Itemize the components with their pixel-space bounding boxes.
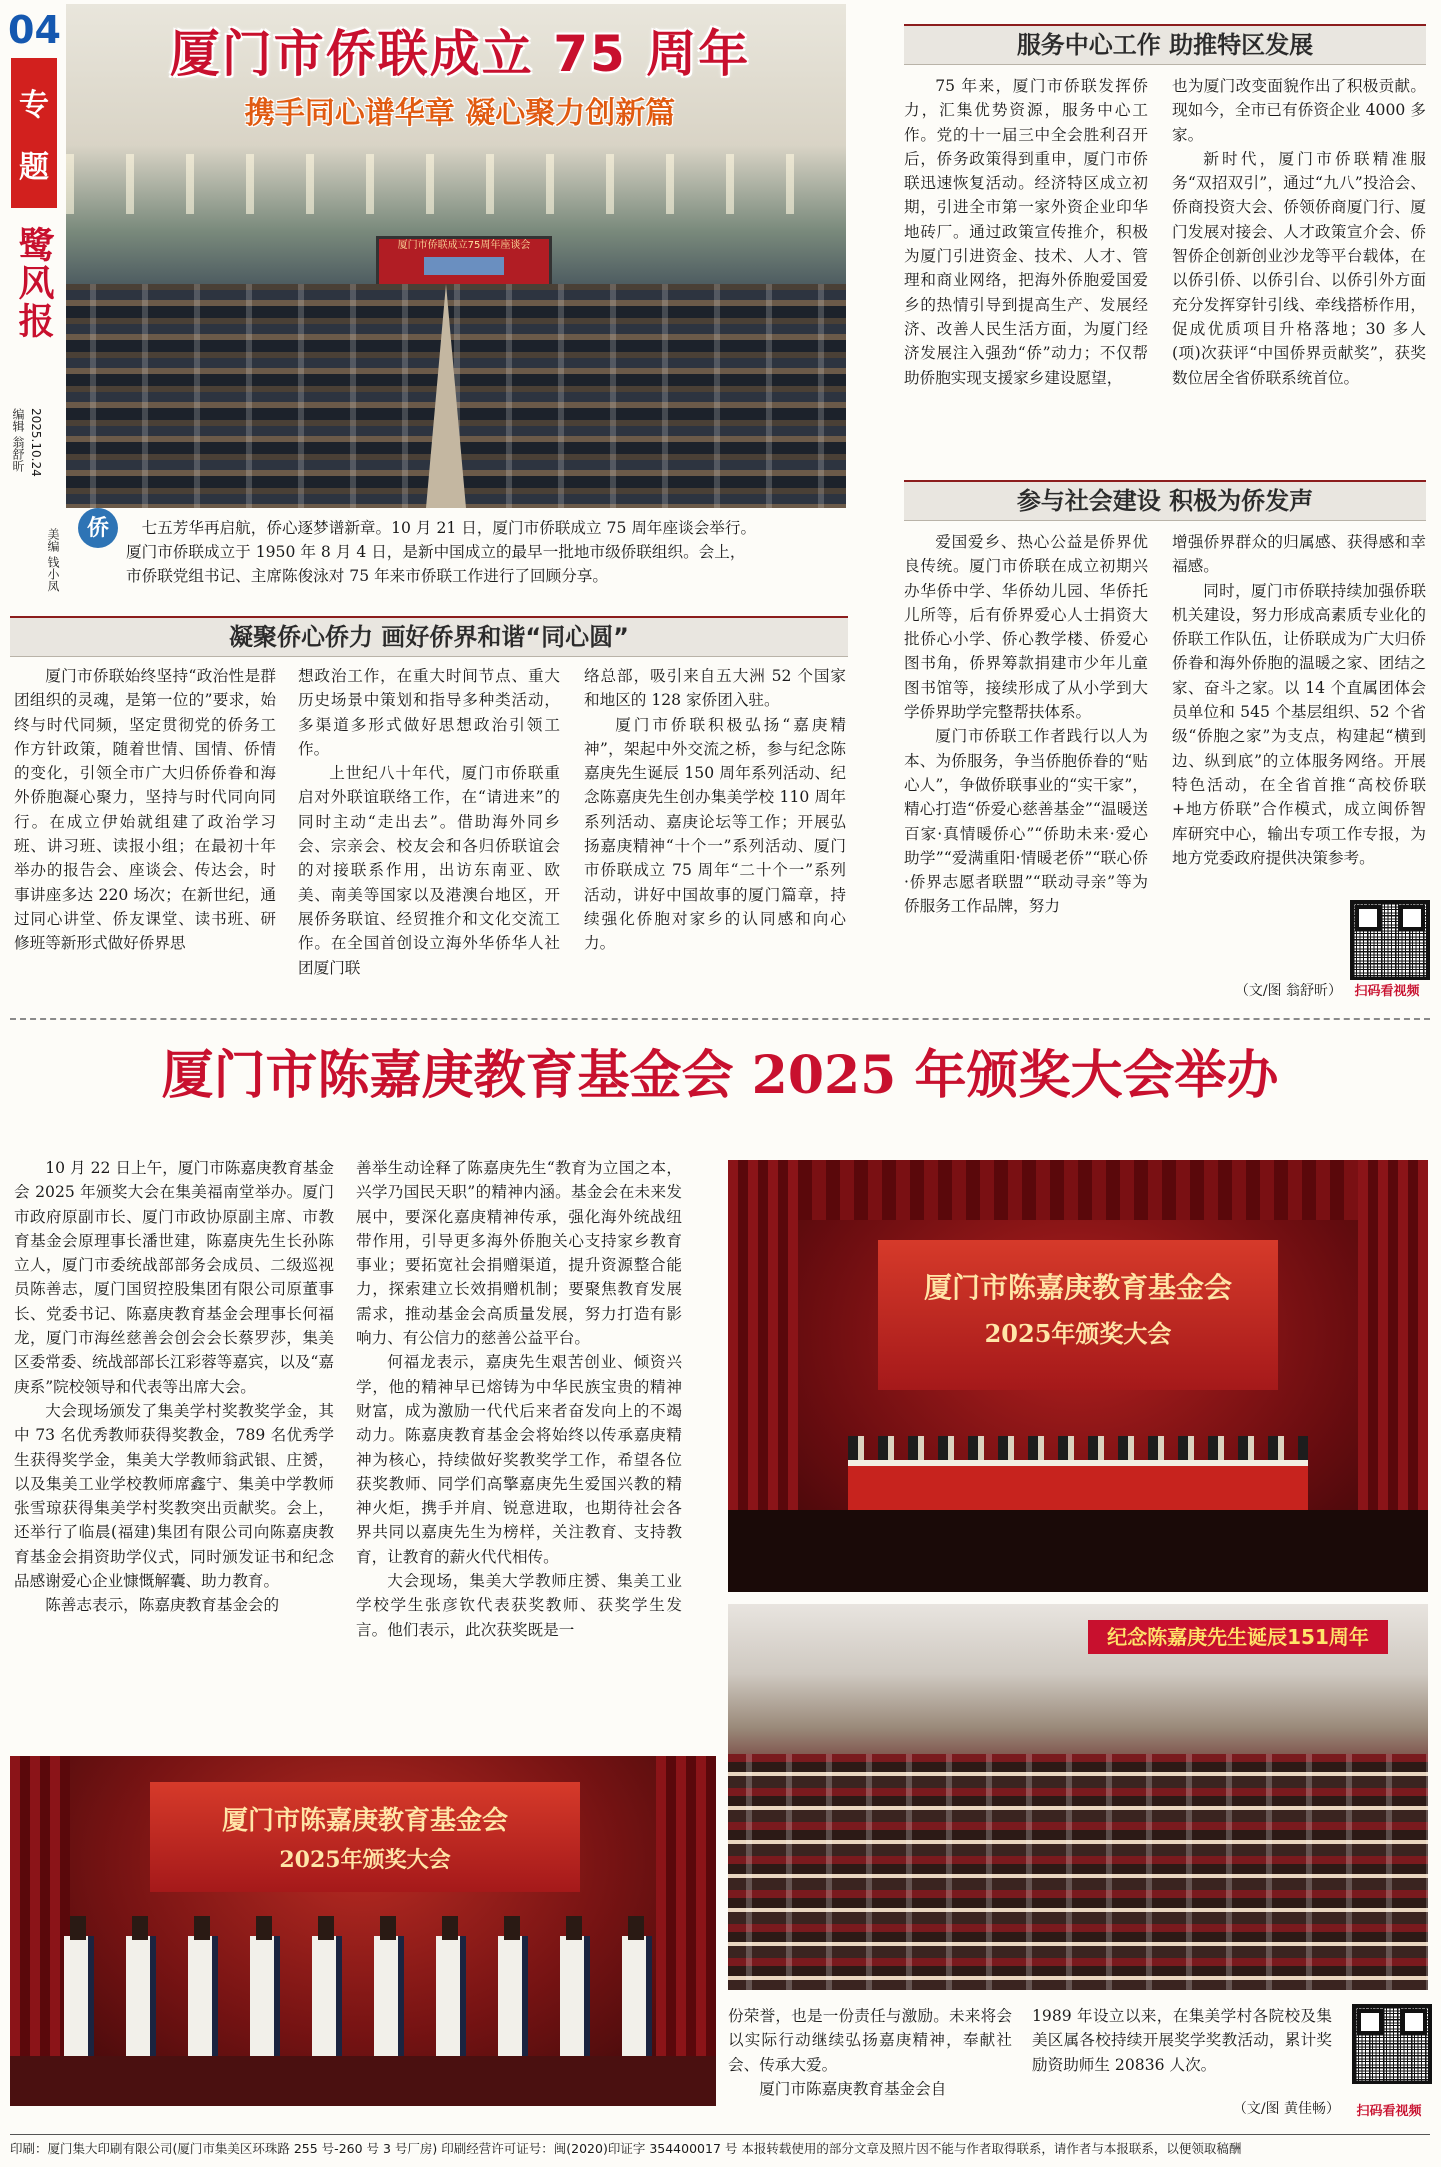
section-tag: 专 题 — [11, 58, 57, 208]
feature2-col1: 10 月 22 日上午，厦门市陈嘉庚教育基金会 2025 年颁奖大会在集美福南堂举办。厦门市政府原副市长、厦门市政协原副主席、市教育基金会原理事长潘世建，陈嘉庚先生长孙陈立人，厦门市委统战部部务会成员、二级巡视员陈善志，厦门国贸控股集团有限公司原董事长、党委书记、陈嘉庚教育基金会理事长何福龙，厦门市海丝慈善会创会会长蔡罗莎，集美区委常委、统战部部长江彩蓉等嘉宾，以及“嘉庚系”院校领导和代表等出席大会。 大会现场颁发了集美学村奖教奖学金，其中 73 名优秀教师获得奖教金，789 名优秀学生获得奖学金，集美大学教师翁武银、庄赟，以及集美工业学校教师席鑫宁、集美中学教师张雪琼获得集美学村奖教突出贡献奖。会上，还举行了临晨(福建)集团有限公司向陈嘉庚教育基金会捐资助学仪式，同时颁发证书和纪念品感谢爱心企业慷慨解囊、助力教育。 陈善志表示，陈嘉庚教育基金会的 — [14, 1159, 334, 1615]
section-c-heading: 参与社会建设 积极为侨发声 — [904, 480, 1426, 521]
section-b-col1: 75 年来，厦门市侨联发挥侨力，汇集优势资源，服务中心工作。党的十一届三中全会胜利召开后，侨务政策得到重申，厦门市侨联迅速恢复活动。经济特区成立初期，引进全市第一家外资企业印华地砖厂。通过政策宣传推介，积极为厦门引进资金、技术、人才、管理和商业网络，把海外侨胞爱国爱乡的热情引导到提高生产、发展经济、改善人民生活方面，为厦门经济发展注入强劲“侨”动力；不仅帮助侨胞实现支援家乡建设愿望， — [904, 77, 1148, 387]
section-a-heading: 凝聚侨心侨力 画好侨界和谐“同心圆” — [10, 616, 848, 657]
anniversary-banner: 纪念陈嘉庚先生诞辰151周年 — [1088, 1620, 1388, 1654]
stage-banner: 厦门市陈嘉庚教育基金会 2025年颁奖大会 — [878, 1240, 1278, 1390]
qr-code-video-1[interactable] — [1350, 900, 1430, 980]
photo-award-recipients — [10, 1756, 716, 2106]
section-a-col1: 厦门市侨联始终坚持“政治性是群团组织的灵魂，是第一位的”要求，始终与时代同频，坚定贯彻党的侨务工作方针政策，随着世情、国情、侨情的变化，引领全市广大归侨侨眷和海外侨胞凝心聚力，坚持与时代同向同行。在成立伊始就组建了政治学习班、讲习班、读报小组；在最初十年举办的报告会、座谈会、传达会，时事讲座多达 220 场次；在新世纪，通过同心讲堂、侨友课堂、读书班、研修班等新形式做好侨界思 — [14, 667, 276, 953]
section-b-col2: 也为厦门改变面貌作出了积极贡献。现如今，全市已有侨资企业 4000 多家。 新时代，厦门市侨联精准服务“双招双引”，通过“九八”投洽会、侨商投资大会、侨领侨商厦门行、厦门发展对接会、人才政策宣介会、侨智侨企创新创业沙龙等平台载体，在以侨引侨、以侨引台、以侨引外方面充分发挥穿针引线、牵线搭桥作用，促成优质项目升格落地；30 多人(项)次获评“中国侨界贡献奖”，获奖数位居全省侨联系统首位。 — [1172, 77, 1426, 387]
feature1-subtitle: 携手同心谱华章 凝心聚力创新篇 — [244, 96, 676, 131]
stage-banner-2: 厦门市陈嘉庚教育基金会 2025年颁奖大会 — [150, 1782, 580, 1892]
paper-name: 鹭风报 — [13, 226, 55, 340]
footer-imprint: 印刷：厦门集大印刷有限公司(厦门市集美区环珠路 255 号-260 号 3 号厂房) 印刷经营许可证号：闽(2020)印证字 354400017 号 本报转载使用的部分文章及照片因不能与作者取得联系，请作者与本报联系，以便领取稿酬 — [10, 2134, 1430, 2157]
feature2-title: 厦门市陈嘉庚教育基金会 2025 年颁奖大会举办 — [161, 1045, 1279, 1106]
scan-video-label-2: 扫码看视频 — [1356, 2104, 1422, 2119]
feature2-col2: 善举生动诠释了陈嘉庚先生“教育为立国之本，兴学乃国民天职”的精神内涵。基金会在未来发展中，要深化嘉庚精神传承，强化海外统战纽带作用，引导更多海外侨胞关心支持家乡教育事业；要拓宽社会捐赠渠道，提升资源整合能力，探索建立长效捐赠机制；要聚焦教育发展需求，推动基金会高质量发展，努力打造有影响力、有公信力的慈善公益平台。 何福龙表示，嘉庚先生艰苦创业、倾资兴学，他的精神早已熔铸为中华民族宝贵的精神财富，成为激励一代代后来者奋发向上的不竭动力。陈嘉庚教育基金会将始终以传承嘉庚精神为核心，持续做好奖教奖学工作，希望各位获奖教师、同学们高擎嘉庚先生爱国兴教的精神火炬，携手并肩、锐意进取，也期待社会各界共同以嘉庚先生为榜样，关注教育、支持教育，让教育的薪火代代相传。 大会现场，集美大学教师庄赟、集美工业学校学生张彦钦代表获奖教师、获奖学生发言。他们表示，此次获奖既是一 — [356, 1159, 682, 1639]
section-a-col2: 想政治工作，在重大时间节点、重大历史场景中策划和指导多种类活动，多渠道多形式做好思想政治引领工作。 上世纪八十年代，厦门市侨联重启对外联谊联络工作，在“请进来”的同时主动“走出去”。借助海外同乡会、宗亲会、校友会和各归侨联谊会的对接联系作用，出访东南亚、欧美、南美等国家以及港澳台地区，开展侨务联谊、经贸推介和文化交流工作。在全国首创设立海外华侨华人社团厦门联 — [298, 667, 560, 977]
photo-audience-hall — [728, 1604, 1428, 1990]
photo-award-stage — [728, 1160, 1428, 1592]
section-divider — [10, 1018, 1430, 1020]
section-c-credit: （文/图 翁舒昕） — [1234, 983, 1342, 999]
section-c-col1: 爱国爱乡、热心公益是侨界优良传统。厦门市侨联在成立初期兴办华侨中学、华侨幼儿园、华侨托儿所等，后有侨界爱心人士捐资大批侨心小学、侨心教学楼、侨爱心图书角，侨界筹款捐建市少年儿童图书馆等，接续形成了从小学到大学侨界助学完整帮扶体系。 厦门市侨联工作者践行以人为本、为侨服务，争当侨胞侨眷的“贴心人”，争做侨联事业的“实干家”，精心打造“侨爱心慈善基金”“温暖送百家·真情暖侨心”“侨助未来·爱心助学”“爱满重阳·情暖老侨”“联心侨·侨界志愿者联盟”“联动寻亲”等为侨服务工作品牌，努力 — [904, 533, 1148, 916]
qr-code-video-2[interactable] — [1352, 2004, 1432, 2084]
editor-credit: 编辑 翁舒昕 — [11, 408, 25, 472]
hero-caption: 七五芳华再启航，侨心逐梦谱新章。10 月 21 日，厦门市侨联成立 75 周年座谈会举行。 厦门市侨联成立于 1950 年 8 月 4 日，是新中国成立的最早一批地市级侨联组织。会上， 市侨联党组书记、主席陈俊泳对 75 年来市侨联工作进行了回顾分享。 — [126, 519, 757, 585]
overseas-chinese-federation-logo: 侨 — [78, 508, 118, 548]
section-c-col2: 增强侨界群众的归属感、获得感和幸福感。 同时，厦门市侨联持续加强侨联机关建设，努力形成高素质专业化的侨联工作队伍，让侨联成为广大归侨侨眷和海外侨胞的温暖之家、团结之家、奋斗之家。以 14 个直属团体会员单位和 545 个基层组织、52 个省级“侨胞之家”为支点，构建起“横到边、纵到底”的立体服务网络。开展特色活动，在全省首推“高校侨联+地方侨联”合作模式，成立闽侨智库研究中心，输出专项工作专报，为地方党委政府提供决策参考。 — [1172, 533, 1426, 867]
page-number: 04 — [8, 8, 61, 52]
designer-credit: 美编 钱小凤 — [46, 528, 60, 592]
issue-date: 2025.10.24 — [29, 408, 43, 477]
feature1-title: 厦门市侨联成立 75 周年 — [169, 25, 751, 83]
stage-screen: 厦门市侨联成立75周年座谈会 — [376, 236, 552, 288]
section-a-col3: 络总部，吸引来自五大洲 52 个国家和地区的 128 家侨团入驻。 厦门市侨联积极弘扬“嘉庚精神”，架起中外交流之桥，参与纪念陈嘉庚先生诞辰 150 周年系列活动、纪念陈嘉庚先生创办集美学校 110 周年系列活动、嘉庚论坛等工作；开展弘扬嘉庚精神“十个一”系列活动、厦门市侨联成立 75 周年“二十个一”系列活动，讲好中国故事的厦门篇章，持续强化侨胞对家乡的认同感和向心力。 — [584, 667, 846, 953]
feature2-credit: （文/图 黄佳畅） — [1232, 2101, 1340, 2117]
masthead-column — [8, 8, 61, 592]
feature2-col4: 1989 年设立以来，在集美学村各院校及集美区属各校持续开展奖学奖教活动，累计奖励资助师生 20836 人次。 — [1032, 2007, 1332, 2074]
section-b-heading: 服务中心工作 助推特区发展 — [904, 24, 1426, 65]
scan-video-label-1: 扫码看视频 — [1354, 984, 1420, 999]
feature2-col3: 份荣誉，也是一份责任与激励。未来将会以实际行动继续弘扬嘉庚精神，奉献社会、传承大爱。 厦门市陈嘉庚教育基金会自 — [728, 2007, 1012, 2098]
